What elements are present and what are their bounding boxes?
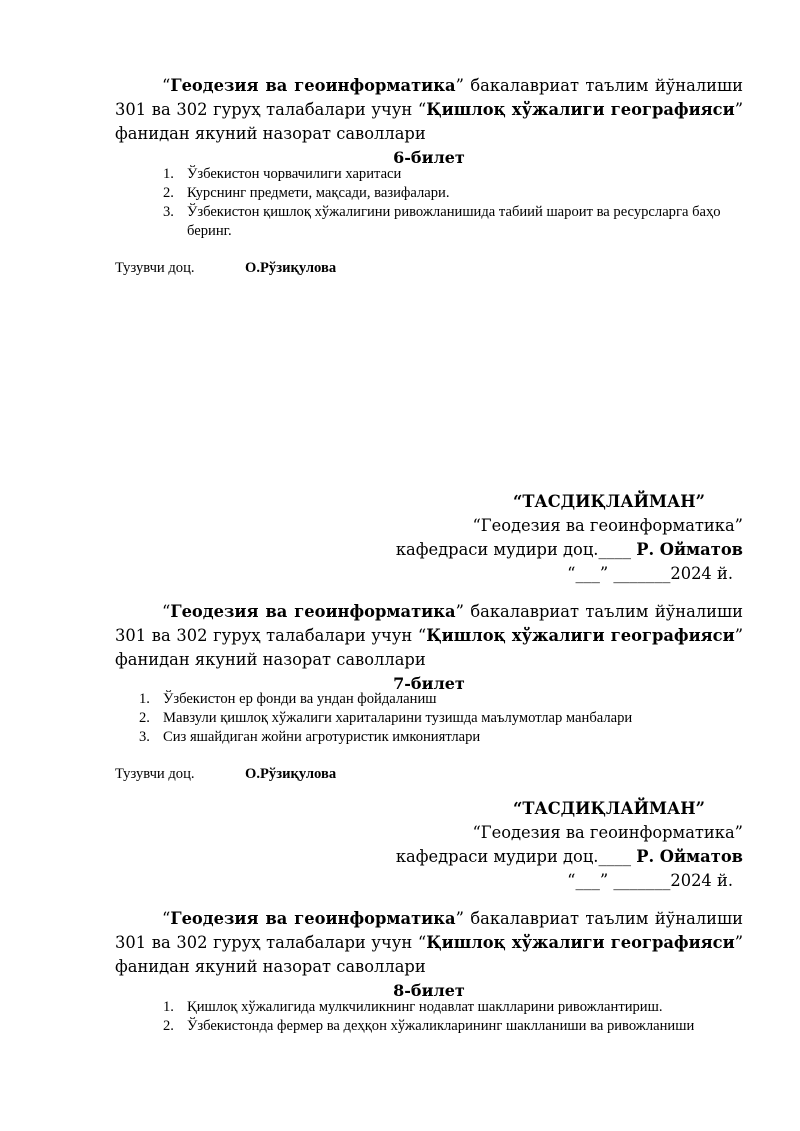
approval-block bbox=[115, 797, 743, 893]
author-line bbox=[115, 764, 336, 784]
program-name: Геодезия ва геоинформатика bbox=[170, 909, 456, 928]
ticket-intro: “Геодезия ва геоинформатика” бакалавриат таълим йўналиши 301 ва 302 гуруҳ талабалари учун “Қишлоқ хўжалиги географияси” фанидан якуний назорат саволлари bbox=[115, 909, 744, 976]
question-list bbox=[163, 165, 747, 241]
subject-name: Қишлоқ хўжалиги географияси bbox=[426, 626, 735, 645]
program-name: Геодезия ва геоинформатика bbox=[170, 76, 456, 95]
ticket-intro: “Геодезия ва геоинформатика” бакалавриат таълим йўналиши 301 ва 302 гуруҳ талабалари учун “Қишлоқ хўжалиги географияси” фанидан якуний назорат саволлари bbox=[115, 602, 744, 669]
approval-block bbox=[115, 490, 743, 586]
question-item: 2. Курснинг предмети, мақсади, вазифалари. bbox=[163, 185, 450, 201]
author-name: О.Рўзиқулова bbox=[245, 766, 337, 782]
question-item: 2. Мавзули қишлоқ хўжалиги хариталарини тузишда маълумотлар манбалари bbox=[139, 710, 633, 726]
question-item: 2. Ўзбекистонда фермер ва деҳқон хўжаликларининг шаклланиши ва ривожланиши bbox=[163, 1018, 695, 1034]
approval-dept: “Геодезия ва геоинформатика” bbox=[472, 516, 743, 535]
subject-name: Қишлоқ хўжалиги географияси bbox=[426, 100, 735, 119]
ticket-title: 8-билет bbox=[393, 981, 465, 1000]
question-item: 1. Ўзбекистон ер фонди ва ундан фойдаланиш bbox=[139, 691, 437, 707]
approval-date: “___” _______2024 й. bbox=[567, 564, 733, 583]
question-list bbox=[139, 690, 753, 747]
question-list bbox=[163, 998, 727, 1036]
approval-head: кафедраси мудири доц.____ Р. Ойматов bbox=[395, 540, 743, 559]
ticket-8 bbox=[115, 907, 743, 1005]
author-line bbox=[115, 258, 336, 278]
author-role: Тузувчи доц. bbox=[115, 766, 195, 782]
program-name: Геодезия ва геоинформатика bbox=[170, 602, 456, 621]
author-role: Тузувчи доц. bbox=[115, 260, 195, 276]
ticket-6 bbox=[115, 74, 743, 172]
head-name: Р. Ойматов bbox=[636, 847, 743, 866]
approval-heading: “ТАСДИҚЛАЙМАН” bbox=[512, 492, 705, 511]
question-item: 1. Ўзбекистон чорвачилиги харитаси bbox=[163, 166, 402, 182]
ticket-intro: “Геодезия ва геоинформатика” бакалавриат таълим йўналиши 301 ва 302 гуруҳ талабалари учун “Қишлоқ хўжалиги географияси” фанидан якуний назорат саволлари bbox=[115, 76, 744, 143]
ticket-title: 6-билет bbox=[393, 148, 465, 167]
author-name: О.Рўзиқулова bbox=[245, 260, 337, 276]
question-item: 3. Ўзбекистон қишлоқ хўжалигини ривожланишида табиий шароит ва ресурсларга баҳо беринг. bbox=[163, 204, 721, 239]
subject-name: Қишлоқ хўжалиги географияси bbox=[426, 933, 735, 952]
question-item: 3. Сиз яшайдиган жойни агротуристик имкониятлари bbox=[139, 729, 481, 745]
approval-date: “___” _______2024 й. bbox=[567, 871, 733, 890]
ticket-title: 7-билет bbox=[393, 674, 465, 693]
question-item: 1. Қишлоқ хўжалигида мулкчиликнинг нодавлат шаклларини ривожлантириш. bbox=[163, 999, 663, 1015]
approval-heading: “ТАСДИҚЛАЙМАН” bbox=[512, 799, 705, 818]
approval-dept: “Геодезия ва геоинформатика” bbox=[472, 823, 743, 842]
head-name: Р. Ойматов bbox=[636, 540, 743, 559]
ticket-7 bbox=[115, 600, 743, 698]
approval-head: кафедраси мудири доц.____ Р. Ойматов bbox=[395, 847, 743, 866]
